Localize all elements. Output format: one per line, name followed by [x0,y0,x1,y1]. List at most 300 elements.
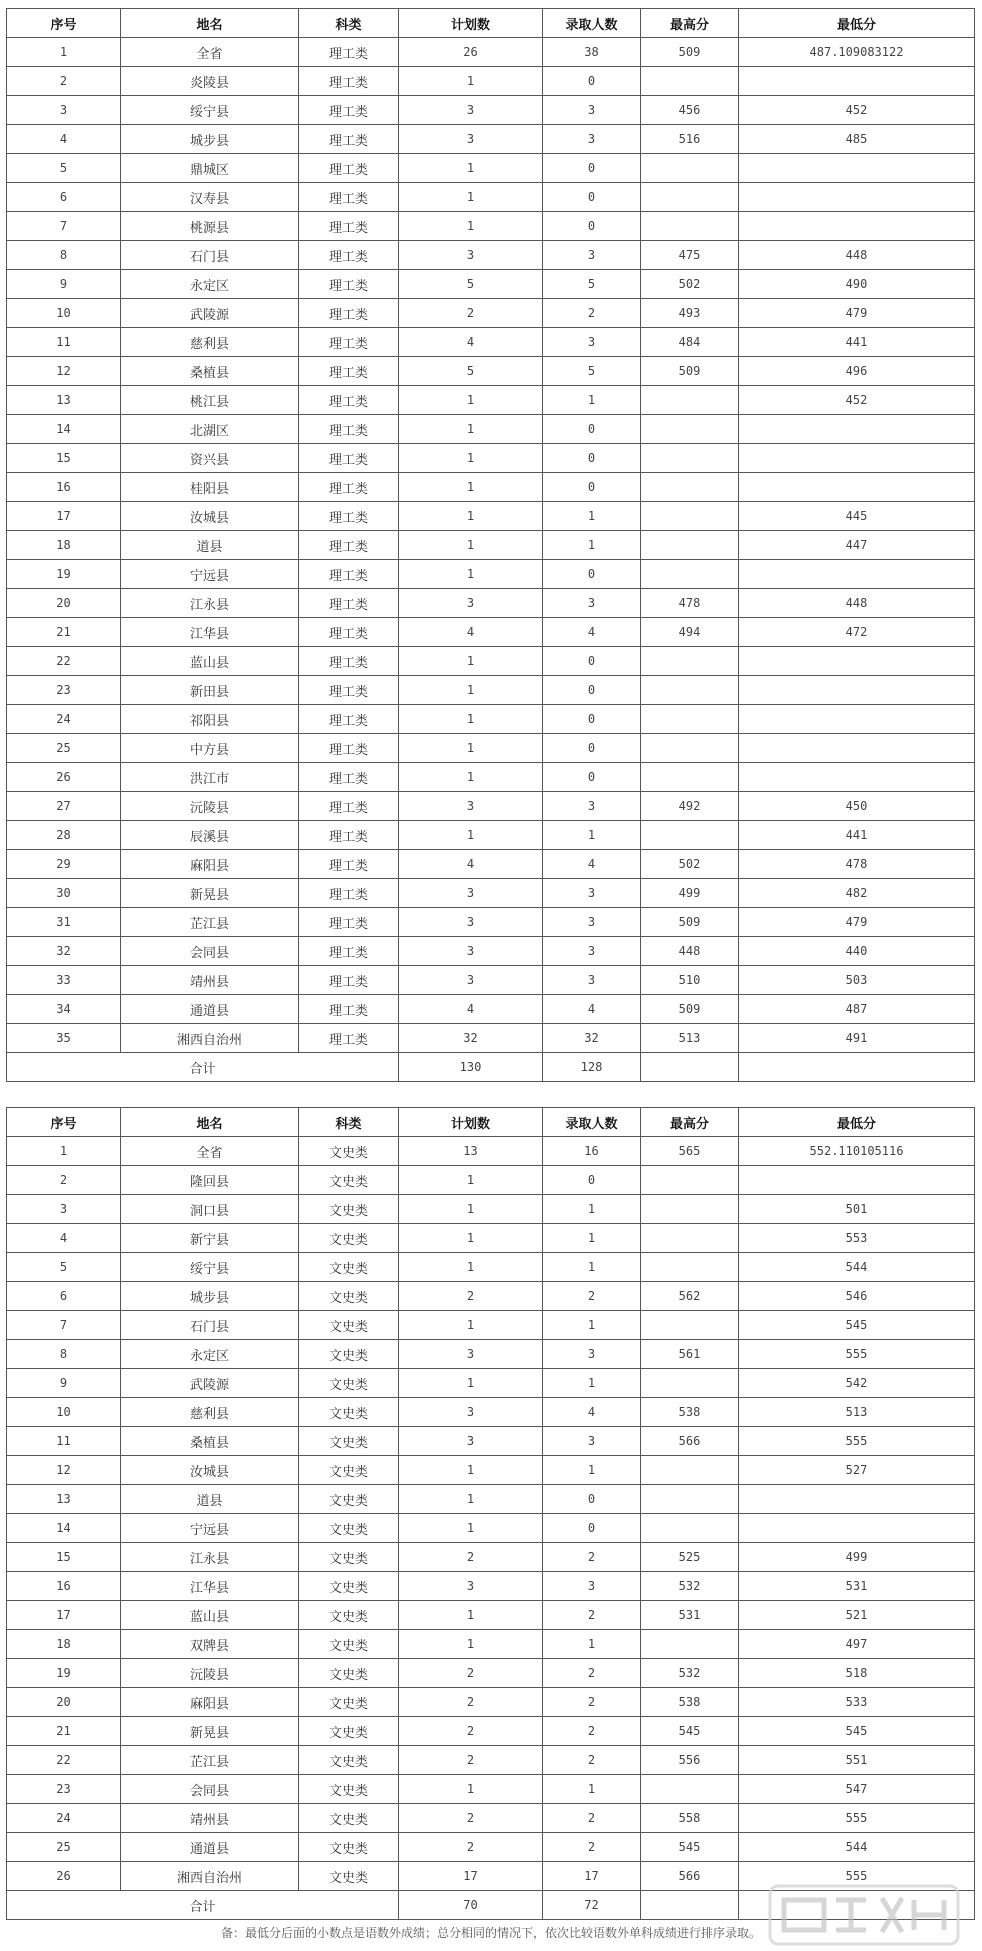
cell-category: 文史类 [299,1659,399,1688]
cell-region: 道县 [121,531,299,560]
cell-min-score: 487 [739,995,975,1024]
cell-min-score: 450 [739,792,975,821]
total-label: 合计 [7,1053,399,1082]
cell-plan: 2 [399,1282,543,1311]
cell-admitted: 0 [543,183,641,212]
cell-min-score: 485 [739,125,975,154]
cell-index: 2 [7,1166,121,1195]
cell-max-score: 493 [641,299,739,328]
table-row [7,821,975,850]
cell-plan: 1 [399,1311,543,1340]
cell-min-score [739,473,975,502]
cell-min-score: 545 [739,1311,975,1340]
cell-category: 理工类 [299,125,399,154]
header-category: 科类 [299,9,399,38]
header-admitted: 录取人数 [543,1108,641,1137]
cell-category: 理工类 [299,444,399,473]
cell-index: 18 [7,531,121,560]
cell-index: 4 [7,1224,121,1253]
cell-max-score [641,1224,739,1253]
cell-admitted: 0 [543,415,641,444]
cell-plan: 1 [399,531,543,560]
cell-region: 鼎城区 [121,154,299,183]
cell-category: 文史类 [299,1862,399,1891]
cell-max-score: 494 [641,618,739,647]
table-row [7,966,975,995]
cell-admitted: 0 [543,1166,641,1195]
table-row [7,1024,975,1053]
cell-index: 9 [7,1369,121,1398]
cell-region: 隆回县 [121,1166,299,1195]
table-row [7,502,975,531]
cell-index: 3 [7,1195,121,1224]
cell-region: 宁远县 [121,560,299,589]
table-row [7,299,975,328]
cell-plan: 4 [399,995,543,1024]
cell-min-score: 531 [739,1572,975,1601]
cell-max-score: 556 [641,1746,739,1775]
cell-category: 理工类 [299,705,399,734]
cell-admitted: 2 [543,299,641,328]
cell-index: 27 [7,792,121,821]
cell-plan: 1 [399,444,543,473]
cell-region: 辰溪县 [121,821,299,850]
table-row [7,618,975,647]
table-row [7,705,975,734]
table-row [7,1282,975,1311]
cell-max-score: 478 [641,589,739,618]
cell-category: 理工类 [299,1024,399,1053]
table-row [7,183,975,212]
cell-category: 文史类 [299,1195,399,1224]
cell-plan: 1 [399,1369,543,1398]
cell-category: 理工类 [299,415,399,444]
cell-index: 26 [7,763,121,792]
cell-category: 文史类 [299,1253,399,1282]
cell-category: 理工类 [299,357,399,386]
cell-category: 理工类 [299,966,399,995]
cell-index: 1 [7,38,121,67]
cell-admitted: 2 [543,1543,641,1572]
cell-max-score: 509 [641,995,739,1024]
header-index: 序号 [7,1108,121,1137]
cell-region: 慈利县 [121,1398,299,1427]
cell-plan: 2 [399,1746,543,1775]
cell-admitted: 3 [543,125,641,154]
cell-admitted: 1 [543,1630,641,1659]
cell-plan: 3 [399,966,543,995]
cell-plan: 1 [399,1630,543,1659]
cell-admitted: 0 [543,1485,641,1514]
cell-index: 7 [7,1311,121,1340]
table-row [7,1253,975,1282]
cell-region: 江永县 [121,589,299,618]
cell-plan: 3 [399,1572,543,1601]
total-label: 合计 [7,1891,399,1920]
cell-category: 文史类 [299,1282,399,1311]
cell-category: 文史类 [299,1775,399,1804]
cell-max-score: 538 [641,1688,739,1717]
cell-admitted: 1 [543,502,641,531]
cell-max-score [641,444,739,473]
cell-max-score [641,1311,739,1340]
cell-max-score: 509 [641,908,739,937]
cell-min-score: 555 [739,1340,975,1369]
cell-max-score [641,1253,739,1282]
cell-plan: 3 [399,1340,543,1369]
cell-category: 理工类 [299,618,399,647]
cell-index: 10 [7,299,121,328]
cell-plan: 1 [399,1485,543,1514]
cell-region: 桑植县 [121,357,299,386]
cell-category: 理工类 [299,589,399,618]
cell-category: 理工类 [299,531,399,560]
header-index: 序号 [7,9,121,38]
header-category: 科类 [299,1108,399,1137]
cell-admitted: 0 [543,473,641,502]
cell-index: 11 [7,328,121,357]
cell-admitted: 3 [543,1340,641,1369]
header-min: 最低分 [739,1108,975,1137]
cell-min-score: 555 [739,1804,975,1833]
cell-category: 文史类 [299,1456,399,1485]
cell-category: 文史类 [299,1804,399,1833]
cell-region: 石门县 [121,1311,299,1340]
table-row [7,473,975,502]
cell-region: 靖州县 [121,966,299,995]
cell-min-score: 555 [739,1427,975,1456]
cell-plan: 32 [399,1024,543,1053]
cell-admitted: 1 [543,821,641,850]
cell-min-score: 445 [739,502,975,531]
cell-category: 理工类 [299,38,399,67]
cell-max-score [641,502,739,531]
cell-category: 文史类 [299,1746,399,1775]
cell-region: 绥宁县 [121,1253,299,1282]
cell-min-score: 521 [739,1601,975,1630]
cell-region: 城步县 [121,1282,299,1311]
table-row [7,386,975,415]
total-plan: 70 [399,1891,543,1920]
total-min [739,1053,975,1082]
cell-region: 沅陵县 [121,792,299,821]
cell-index: 32 [7,937,121,966]
cell-plan: 2 [399,1688,543,1717]
cell-admitted: 2 [543,1717,641,1746]
cell-admitted: 5 [543,270,641,299]
cell-min-score: 544 [739,1833,975,1862]
cell-max-score: 566 [641,1427,739,1456]
cell-region: 桃江县 [121,386,299,415]
cell-plan: 1 [399,1456,543,1485]
cell-index: 6 [7,1282,121,1311]
table-row [7,1340,975,1369]
cell-min-score: 487.109083122 [739,38,975,67]
cell-min-score: 441 [739,821,975,850]
cell-min-score: 448 [739,241,975,270]
cell-max-score [641,1166,739,1195]
cell-plan: 1 [399,1253,543,1282]
cell-plan: 3 [399,96,543,125]
cell-max-score [641,183,739,212]
cell-min-score: 513 [739,1398,975,1427]
cell-min-score: 452 [739,96,975,125]
cell-index: 33 [7,966,121,995]
cell-admitted: 1 [543,1369,641,1398]
cell-category: 理工类 [299,270,399,299]
table-row [7,1746,975,1775]
cell-min-score [739,444,975,473]
table-row [7,415,975,444]
cell-max-score [641,1456,739,1485]
cell-min-score: 441 [739,328,975,357]
total-admitted: 72 [543,1891,641,1920]
cell-category: 理工类 [299,676,399,705]
cell-admitted: 3 [543,879,641,908]
cell-index: 21 [7,618,121,647]
cell-min-score [739,67,975,96]
cell-max-score: 545 [641,1717,739,1746]
table-row [7,937,975,966]
cell-min-score: 496 [739,357,975,386]
total-plan: 130 [399,1053,543,1082]
cell-index: 18 [7,1630,121,1659]
table-row [7,995,975,1024]
cell-min-score: 479 [739,299,975,328]
table-row [7,1775,975,1804]
arts-admission-table [6,1107,975,1920]
table-row [7,734,975,763]
cell-index: 12 [7,357,121,386]
cell-region: 通道县 [121,1833,299,1862]
cell-max-score: 532 [641,1572,739,1601]
cell-category: 文史类 [299,1485,399,1514]
cell-category: 理工类 [299,96,399,125]
cell-max-score [641,1514,739,1543]
cell-region: 北湖区 [121,415,299,444]
cell-index: 14 [7,1514,121,1543]
cell-max-score: 545 [641,1833,739,1862]
cell-index: 22 [7,647,121,676]
table-row [7,1427,975,1456]
table-row [7,1137,975,1166]
cell-region: 慈利县 [121,328,299,357]
cell-category: 理工类 [299,212,399,241]
cell-plan: 3 [399,879,543,908]
cell-index: 24 [7,1804,121,1833]
table-row [7,1804,975,1833]
cell-category: 理工类 [299,502,399,531]
cell-index: 20 [7,1688,121,1717]
cell-region: 麻阳县 [121,850,299,879]
cell-max-score [641,1775,739,1804]
table-row [7,1630,975,1659]
cell-max-score: 448 [641,937,739,966]
cell-admitted: 3 [543,792,641,821]
cell-plan: 1 [399,1224,543,1253]
cell-plan: 1 [399,67,543,96]
table-row [7,676,975,705]
cell-admitted: 2 [543,1282,641,1311]
cell-category: 理工类 [299,879,399,908]
cell-min-score: 553 [739,1224,975,1253]
cell-index: 19 [7,560,121,589]
cell-max-score: 484 [641,328,739,357]
cell-region: 祁阳县 [121,705,299,734]
cell-min-score: 478 [739,850,975,879]
cell-min-score: 452 [739,386,975,415]
cell-max-score [641,560,739,589]
cell-index: 2 [7,67,121,96]
cell-region: 全省 [121,38,299,67]
science-admission-table [6,8,975,1082]
cell-region: 武陵源 [121,1369,299,1398]
cell-index: 14 [7,415,121,444]
table-row [7,1514,975,1543]
cell-index: 11 [7,1427,121,1456]
table-row [7,1456,975,1485]
cell-region: 通道县 [121,995,299,1024]
cell-region: 靖州县 [121,1804,299,1833]
cell-min-score [739,763,975,792]
cell-region: 桃源县 [121,212,299,241]
cell-plan: 1 [399,473,543,502]
cell-admitted: 0 [543,676,641,705]
table-row [7,270,975,299]
cell-max-score [641,1195,739,1224]
header-plan: 计划数 [399,9,543,38]
cell-index: 15 [7,1543,121,1572]
cell-admitted: 0 [543,444,641,473]
cell-category: 理工类 [299,328,399,357]
cell-min-score [739,560,975,589]
cell-category: 文史类 [299,1572,399,1601]
cell-category: 理工类 [299,792,399,821]
cell-admitted: 16 [543,1137,641,1166]
cell-min-score: 533 [739,1688,975,1717]
cell-min-score: 518 [739,1659,975,1688]
cell-index: 24 [7,705,121,734]
cell-category: 理工类 [299,473,399,502]
cell-category: 理工类 [299,734,399,763]
cell-region: 永定区 [121,270,299,299]
total-admitted: 128 [543,1053,641,1082]
cell-max-score: 510 [641,966,739,995]
cell-region: 芷江县 [121,1746,299,1775]
cell-min-score: 482 [739,879,975,908]
cell-max-score: 492 [641,792,739,821]
cell-region: 会同县 [121,1775,299,1804]
cell-min-score: 551 [739,1746,975,1775]
cell-min-score: 555 [739,1862,975,1891]
cell-index: 17 [7,1601,121,1630]
cell-plan: 1 [399,821,543,850]
cell-max-score: 509 [641,38,739,67]
cell-admitted: 1 [543,386,641,415]
cell-index: 23 [7,676,121,705]
cell-max-score [641,154,739,183]
cell-admitted: 0 [543,647,641,676]
cell-max-score [641,415,739,444]
cell-admitted: 2 [543,1688,641,1717]
cell-region: 石门县 [121,241,299,270]
cell-index: 10 [7,1398,121,1427]
header-admitted: 录取人数 [543,9,641,38]
cell-min-score [739,154,975,183]
cell-max-score [641,1369,739,1398]
cell-max-score [641,473,739,502]
table-row [7,792,975,821]
table-row [7,328,975,357]
cell-plan: 17 [399,1862,543,1891]
cell-max-score: 566 [641,1862,739,1891]
cell-index: 34 [7,995,121,1024]
cell-min-score: 448 [739,589,975,618]
cell-index: 22 [7,1746,121,1775]
table-row [7,1224,975,1253]
cell-region: 桑植县 [121,1427,299,1456]
cell-admitted: 0 [543,212,641,241]
cell-plan: 3 [399,937,543,966]
cell-plan: 3 [399,1427,543,1456]
cell-category: 理工类 [299,647,399,676]
cell-region: 中方县 [121,734,299,763]
cell-max-score [641,705,739,734]
cell-category: 文史类 [299,1166,399,1195]
cell-plan: 1 [399,705,543,734]
cell-region: 宁远县 [121,1514,299,1543]
cell-admitted: 3 [543,241,641,270]
cell-category: 文史类 [299,1630,399,1659]
cell-min-score [739,1485,975,1514]
cell-category: 理工类 [299,183,399,212]
cell-category: 文史类 [299,1369,399,1398]
cell-min-score [739,1514,975,1543]
cell-max-score [641,531,739,560]
cell-max-score: 516 [641,125,739,154]
cell-admitted: 0 [543,1514,641,1543]
table-row [7,647,975,676]
cell-admitted: 4 [543,618,641,647]
cell-min-score: 440 [739,937,975,966]
cell-min-score: 479 [739,908,975,937]
table-row [7,1369,975,1398]
header-region: 地名 [121,1108,299,1137]
cell-category: 理工类 [299,908,399,937]
cell-category: 文史类 [299,1514,399,1543]
cell-index: 26 [7,1862,121,1891]
cell-min-score: 499 [739,1543,975,1572]
cell-index: 7 [7,212,121,241]
cell-index: 31 [7,908,121,937]
cell-index: 25 [7,1833,121,1862]
cell-plan: 1 [399,1601,543,1630]
cell-category: 文史类 [299,1833,399,1862]
cell-max-score: 538 [641,1398,739,1427]
cell-admitted: 0 [543,705,641,734]
cell-max-score: 456 [641,96,739,125]
cell-admitted: 2 [543,1746,641,1775]
cell-admitted: 3 [543,966,641,995]
cell-max-score [641,67,739,96]
cell-plan: 4 [399,850,543,879]
cell-max-score: 502 [641,850,739,879]
cell-plan: 1 [399,183,543,212]
cell-region: 炎陵县 [121,67,299,96]
cell-region: 湘西自治州 [121,1862,299,1891]
cell-plan: 1 [399,560,543,589]
cell-region: 资兴县 [121,444,299,473]
